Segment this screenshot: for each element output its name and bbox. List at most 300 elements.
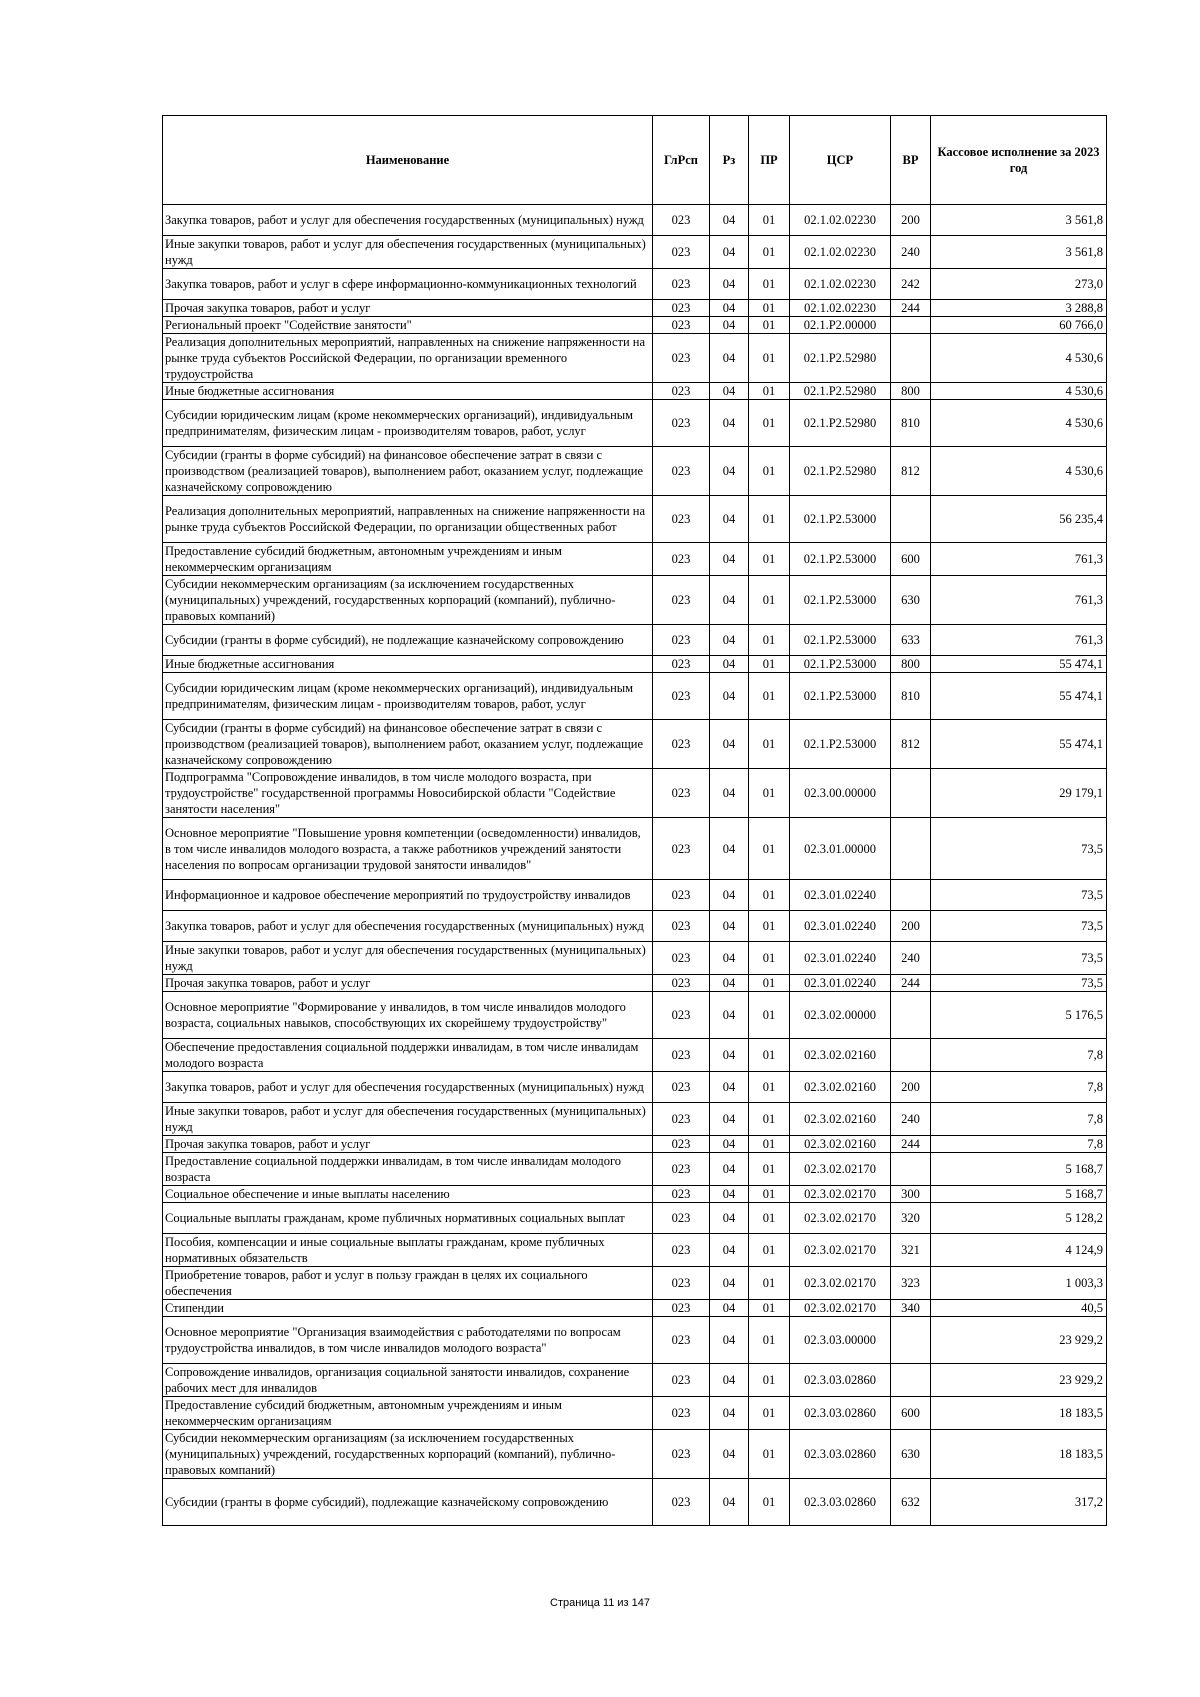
cell-sum: 60 766,0 bbox=[931, 317, 1107, 334]
cell-pr: 01 bbox=[749, 818, 790, 880]
cell-pr: 01 bbox=[749, 205, 790, 236]
cell-sum: 73,5 bbox=[931, 911, 1107, 942]
table-row bbox=[163, 1397, 1107, 1430]
cell-glrsp: 023 bbox=[653, 1364, 710, 1397]
cell-vr: 323 bbox=[891, 1267, 931, 1300]
cell-pr: 01 bbox=[749, 1072, 790, 1103]
table-body bbox=[163, 205, 1107, 1526]
cell-rz: 04 bbox=[710, 1039, 749, 1072]
cell-glrsp: 023 bbox=[653, 1136, 710, 1153]
cell-pr: 01 bbox=[749, 447, 790, 496]
table-row bbox=[163, 975, 1107, 992]
table-row bbox=[163, 880, 1107, 911]
cell-name: Субсидии (гранты в форме субсидий), не подлежащие казначейскому сопровождению bbox=[163, 625, 653, 656]
table-row bbox=[163, 576, 1107, 625]
cell-vr: 200 bbox=[891, 205, 931, 236]
cell-glrsp: 023 bbox=[653, 1300, 710, 1317]
cell-glrsp: 023 bbox=[653, 818, 710, 880]
cell-glrsp: 023 bbox=[653, 269, 710, 300]
cell-csr: 02.1.P2.53000 bbox=[790, 720, 891, 769]
table-row bbox=[163, 1136, 1107, 1153]
cell-csr: 02.3.02.02160 bbox=[790, 1072, 891, 1103]
cell-rz: 04 bbox=[710, 1234, 749, 1267]
table-row bbox=[163, 1039, 1107, 1072]
cell-glrsp: 023 bbox=[653, 1203, 710, 1234]
cell-csr: 02.1.P2.52980 bbox=[790, 447, 891, 496]
header-csr: ЦСР bbox=[790, 116, 891, 205]
cell-csr: 02.1.02.02230 bbox=[790, 269, 891, 300]
cell-name: Иные закупки товаров, работ и услуг для обеспечения государственных (муниципальных) нужд bbox=[163, 1103, 653, 1136]
cell-glrsp: 023 bbox=[653, 720, 710, 769]
cell-name: Региональный проект "Содействие занятости" bbox=[163, 317, 653, 334]
cell-sum: 761,3 bbox=[931, 625, 1107, 656]
cell-glrsp: 023 bbox=[653, 576, 710, 625]
cell-name: Предоставление субсидий бюджетным, автономным учреждениям и иным некоммерческим организациям bbox=[163, 543, 653, 576]
cell-vr: 240 bbox=[891, 942, 931, 975]
cell-glrsp: 023 bbox=[653, 942, 710, 975]
cell-csr: 02.3.03.02860 bbox=[790, 1397, 891, 1430]
cell-csr: 02.1.02.02230 bbox=[790, 236, 891, 269]
cell-name: Субсидии (гранты в форме субсидий), подлежащие казначейскому сопровождению bbox=[163, 1479, 653, 1526]
header-pr: ПР bbox=[749, 116, 790, 205]
cell-csr: 02.1.P2.00000 bbox=[790, 317, 891, 334]
cell-csr: 02.3.03.02860 bbox=[790, 1364, 891, 1397]
cell-sum: 56 235,4 bbox=[931, 496, 1107, 543]
cell-pr: 01 bbox=[749, 543, 790, 576]
cell-rz: 04 bbox=[710, 1203, 749, 1234]
cell-pr: 01 bbox=[749, 769, 790, 818]
cell-vr bbox=[891, 334, 931, 383]
cell-pr: 01 bbox=[749, 992, 790, 1039]
cell-sum: 23 929,2 bbox=[931, 1317, 1107, 1364]
cell-rz: 04 bbox=[710, 1479, 749, 1526]
cell-rz: 04 bbox=[710, 673, 749, 720]
cell-sum: 5 168,7 bbox=[931, 1186, 1107, 1203]
cell-glrsp: 023 bbox=[653, 880, 710, 911]
cell-vr: 810 bbox=[891, 400, 931, 447]
cell-glrsp: 023 bbox=[653, 992, 710, 1039]
table-row bbox=[163, 673, 1107, 720]
cell-vr bbox=[891, 880, 931, 911]
cell-pr: 01 bbox=[749, 383, 790, 400]
cell-pr: 01 bbox=[749, 496, 790, 543]
table-row bbox=[163, 1103, 1107, 1136]
cell-name: Иные закупки товаров, работ и услуг для обеспечения государственных (муниципальных) нужд bbox=[163, 236, 653, 269]
cell-csr: 02.1.P2.53000 bbox=[790, 625, 891, 656]
cell-sum: 55 474,1 bbox=[931, 673, 1107, 720]
cell-rz: 04 bbox=[710, 1072, 749, 1103]
cell-glrsp: 023 bbox=[653, 975, 710, 992]
cell-rz: 04 bbox=[710, 818, 749, 880]
cell-rz: 04 bbox=[710, 236, 749, 269]
table-row bbox=[163, 1234, 1107, 1267]
cell-rz: 04 bbox=[710, 1186, 749, 1203]
cell-vr: 300 bbox=[891, 1186, 931, 1203]
cell-csr: 02.1.P2.53000 bbox=[790, 673, 891, 720]
cell-csr: 02.1.02.02230 bbox=[790, 205, 891, 236]
cell-sum: 7,8 bbox=[931, 1136, 1107, 1153]
cell-vr: 810 bbox=[891, 673, 931, 720]
cell-glrsp: 023 bbox=[653, 1072, 710, 1103]
cell-sum: 55 474,1 bbox=[931, 656, 1107, 673]
cell-name: Иные бюджетные ассигнования bbox=[163, 656, 653, 673]
cell-csr: 02.1.P2.52980 bbox=[790, 334, 891, 383]
cell-sum: 5 128,2 bbox=[931, 1203, 1107, 1234]
cell-glrsp: 023 bbox=[653, 769, 710, 818]
cell-csr: 02.3.02.02170 bbox=[790, 1234, 891, 1267]
cell-csr: 02.3.02.02170 bbox=[790, 1203, 891, 1234]
cell-glrsp: 023 bbox=[653, 447, 710, 496]
cell-sum: 29 179,1 bbox=[931, 769, 1107, 818]
cell-name: Субсидии (гранты в форме субсидий) на финансовое обеспечение затрат в связи с производством (реализацией товаров), выполнением работ, оказанием услуг, подлежащие казначейскому сопровождению bbox=[163, 447, 653, 496]
cell-vr: 630 bbox=[891, 576, 931, 625]
cell-glrsp: 023 bbox=[653, 236, 710, 269]
cell-rz: 04 bbox=[710, 300, 749, 317]
table-row bbox=[163, 1317, 1107, 1364]
cell-glrsp: 023 bbox=[653, 1267, 710, 1300]
cell-glrsp: 023 bbox=[653, 1234, 710, 1267]
cell-rz: 04 bbox=[710, 1136, 749, 1153]
cell-csr: 02.3.02.02170 bbox=[790, 1153, 891, 1186]
header-sum: Кассовое исполнение за 2023 год bbox=[931, 116, 1107, 205]
cell-rz: 04 bbox=[710, 720, 749, 769]
table-row bbox=[163, 334, 1107, 383]
cell-name: Основное мероприятие "Организация взаимодействия с работодателями по вопросам трудоустройства инвалидов, в том числе инвалидов молодого возраста" bbox=[163, 1317, 653, 1364]
cell-csr: 02.3.02.02160 bbox=[790, 1039, 891, 1072]
cell-pr: 01 bbox=[749, 1039, 790, 1072]
cell-vr: 244 bbox=[891, 975, 931, 992]
cell-rz: 04 bbox=[710, 992, 749, 1039]
cell-rz: 04 bbox=[710, 334, 749, 383]
cell-vr: 244 bbox=[891, 1136, 931, 1153]
table-row bbox=[163, 400, 1107, 447]
cell-vr: 240 bbox=[891, 236, 931, 269]
cell-glrsp: 023 bbox=[653, 205, 710, 236]
cell-sum: 7,8 bbox=[931, 1072, 1107, 1103]
table-row bbox=[163, 447, 1107, 496]
cell-name: Прочая закупка товаров, работ и услуг bbox=[163, 1136, 653, 1153]
cell-vr: 340 bbox=[891, 1300, 931, 1317]
cell-sum: 73,5 bbox=[931, 942, 1107, 975]
cell-vr bbox=[891, 1039, 931, 1072]
cell-sum: 7,8 bbox=[931, 1103, 1107, 1136]
cell-rz: 04 bbox=[710, 1430, 749, 1479]
cell-sum: 761,3 bbox=[931, 543, 1107, 576]
table-row bbox=[163, 720, 1107, 769]
cell-rz: 04 bbox=[710, 911, 749, 942]
cell-name: Приобретение товаров, работ и услуг в пользу граждан в целях их социального обеспечения bbox=[163, 1267, 653, 1300]
table-row bbox=[163, 317, 1107, 334]
cell-sum: 18 183,5 bbox=[931, 1397, 1107, 1430]
cell-rz: 04 bbox=[710, 383, 749, 400]
cell-pr: 01 bbox=[749, 334, 790, 383]
cell-rz: 04 bbox=[710, 543, 749, 576]
cell-glrsp: 023 bbox=[653, 300, 710, 317]
budget-table-container bbox=[162, 115, 1106, 1526]
cell-sum: 3 561,8 bbox=[931, 205, 1107, 236]
cell-pr: 01 bbox=[749, 300, 790, 317]
budget-execution-table bbox=[162, 115, 1107, 1526]
cell-vr bbox=[891, 1153, 931, 1186]
cell-pr: 01 bbox=[749, 1267, 790, 1300]
cell-csr: 02.1.P2.53000 bbox=[790, 656, 891, 673]
cell-sum: 5 176,5 bbox=[931, 992, 1107, 1039]
cell-vr: 244 bbox=[891, 300, 931, 317]
cell-csr: 02.3.02.02170 bbox=[790, 1300, 891, 1317]
cell-vr: 600 bbox=[891, 543, 931, 576]
table-row bbox=[163, 942, 1107, 975]
cell-csr: 02.3.01.02240 bbox=[790, 975, 891, 992]
cell-csr: 02.1.02.02230 bbox=[790, 300, 891, 317]
cell-pr: 01 bbox=[749, 576, 790, 625]
cell-csr: 02.3.01.02240 bbox=[790, 880, 891, 911]
cell-rz: 04 bbox=[710, 1267, 749, 1300]
cell-pr: 01 bbox=[749, 880, 790, 911]
table-row bbox=[163, 769, 1107, 818]
table-row bbox=[163, 1479, 1107, 1526]
cell-pr: 01 bbox=[749, 1153, 790, 1186]
cell-name: Подпрограмма "Сопровождение инвалидов, в том числе молодого возраста, при трудоустройстве" государственной программы Новосибирской области "Содействие занятости населения" bbox=[163, 769, 653, 818]
cell-csr: 02.3.02.02170 bbox=[790, 1186, 891, 1203]
cell-pr: 01 bbox=[749, 720, 790, 769]
cell-glrsp: 023 bbox=[653, 1479, 710, 1526]
cell-name: Закупка товаров, работ и услуг для обеспечения государственных (муниципальных) нужд bbox=[163, 1072, 653, 1103]
cell-glrsp: 023 bbox=[653, 383, 710, 400]
cell-vr: 800 bbox=[891, 383, 931, 400]
cell-name: Субсидии юридическим лицам (кроме некоммерческих организаций), индивидуальным предпринимателям, физическим лицам - производителям товаров, работ, услуг bbox=[163, 400, 653, 447]
cell-name: Сопровождение инвалидов, организация социальной занятости инвалидов, сохранение рабочих мест для инвалидов bbox=[163, 1364, 653, 1397]
cell-sum: 5 168,7 bbox=[931, 1153, 1107, 1186]
cell-pr: 01 bbox=[749, 1364, 790, 1397]
cell-rz: 04 bbox=[710, 1364, 749, 1397]
cell-pr: 01 bbox=[749, 400, 790, 447]
cell-vr: 321 bbox=[891, 1234, 931, 1267]
cell-glrsp: 023 bbox=[653, 911, 710, 942]
cell-csr: 02.3.01.02240 bbox=[790, 911, 891, 942]
cell-rz: 04 bbox=[710, 205, 749, 236]
cell-name: Пособия, компенсации и иные социальные выплаты гражданам, кроме публичных нормативных обязательств bbox=[163, 1234, 653, 1267]
table-row bbox=[163, 625, 1107, 656]
cell-pr: 01 bbox=[749, 1103, 790, 1136]
cell-rz: 04 bbox=[710, 625, 749, 656]
cell-pr: 01 bbox=[749, 1203, 790, 1234]
cell-name: Основное мероприятие "Формирование у инвалидов, в том числе инвалидов молодого возраста, социальных навыков, способствующих их скорейшему трудоустройству" bbox=[163, 992, 653, 1039]
header-name: Наименование bbox=[163, 116, 653, 205]
cell-name: Иные бюджетные ассигнования bbox=[163, 383, 653, 400]
table-row bbox=[163, 1364, 1107, 1397]
cell-name: Предоставление социальной поддержки инвалидам, в том числе инвалидам молодого возраста bbox=[163, 1153, 653, 1186]
cell-vr bbox=[891, 992, 931, 1039]
cell-pr: 01 bbox=[749, 1300, 790, 1317]
table-row bbox=[163, 300, 1107, 317]
cell-sum: 4 530,6 bbox=[931, 383, 1107, 400]
cell-glrsp: 023 bbox=[653, 1153, 710, 1186]
cell-name: Прочая закупка товаров, работ и услуг bbox=[163, 300, 653, 317]
cell-sum: 55 474,1 bbox=[931, 720, 1107, 769]
cell-vr bbox=[891, 769, 931, 818]
cell-csr: 02.3.02.02160 bbox=[790, 1103, 891, 1136]
cell-sum: 23 929,2 bbox=[931, 1364, 1107, 1397]
cell-name: Субсидии (гранты в форме субсидий) на финансовое обеспечение затрат в связи с производством (реализацией товаров), выполнением работ, оказанием услуг, подлежащие казначейскому сопровождению bbox=[163, 720, 653, 769]
cell-name: Субсидии некоммерческим организациям (за исключением государственных (муниципальных) учреждений, государственных корпораций (компаний), публично-правовых компаний) bbox=[163, 576, 653, 625]
table-row bbox=[163, 383, 1107, 400]
cell-vr: 800 bbox=[891, 656, 931, 673]
cell-sum: 273,0 bbox=[931, 269, 1107, 300]
cell-rz: 04 bbox=[710, 975, 749, 992]
cell-rz: 04 bbox=[710, 576, 749, 625]
cell-name: Закупка товаров, работ и услуг для обеспечения государственных (муниципальных) нужд bbox=[163, 911, 653, 942]
cell-rz: 04 bbox=[710, 1317, 749, 1364]
cell-pr: 01 bbox=[749, 911, 790, 942]
cell-glrsp: 023 bbox=[653, 543, 710, 576]
page-number: Страница 11 из 147 bbox=[550, 1597, 650, 1609]
cell-pr: 01 bbox=[749, 656, 790, 673]
cell-vr: 200 bbox=[891, 911, 931, 942]
cell-vr bbox=[891, 317, 931, 334]
cell-sum: 7,8 bbox=[931, 1039, 1107, 1072]
cell-sum: 3 288,8 bbox=[931, 300, 1107, 317]
cell-csr: 02.3.00.00000 bbox=[790, 769, 891, 818]
cell-pr: 01 bbox=[749, 269, 790, 300]
cell-csr: 02.1.P2.52980 bbox=[790, 383, 891, 400]
cell-name: Субсидии юридическим лицам (кроме некоммерческих организаций), индивидуальным предпринимателям, физическим лицам - производителям товаров, работ, услуг bbox=[163, 673, 653, 720]
cell-sum: 4 124,9 bbox=[931, 1234, 1107, 1267]
table-row bbox=[163, 911, 1107, 942]
cell-csr: 02.3.01.02240 bbox=[790, 942, 891, 975]
cell-rz: 04 bbox=[710, 1103, 749, 1136]
header-glrsp: ГлРсп bbox=[653, 116, 710, 205]
cell-sum: 73,5 bbox=[931, 975, 1107, 992]
cell-vr: 600 bbox=[891, 1397, 931, 1430]
table-row bbox=[163, 818, 1107, 880]
cell-glrsp: 023 bbox=[653, 1039, 710, 1072]
cell-sum: 4 530,6 bbox=[931, 400, 1107, 447]
cell-vr: 240 bbox=[891, 1103, 931, 1136]
cell-rz: 04 bbox=[710, 317, 749, 334]
cell-name: Прочая закупка товаров, работ и услуг bbox=[163, 975, 653, 992]
cell-csr: 02.3.03.00000 bbox=[790, 1317, 891, 1364]
cell-name: Закупка товаров, работ и услуг для обеспечения государственных (муниципальных) нужд bbox=[163, 205, 653, 236]
cell-glrsp: 023 bbox=[653, 673, 710, 720]
table-row bbox=[163, 205, 1107, 236]
cell-name: Иные закупки товаров, работ и услуг для обеспечения государственных (муниципальных) нужд bbox=[163, 942, 653, 975]
cell-sum: 40,5 bbox=[931, 1300, 1107, 1317]
cell-vr bbox=[891, 496, 931, 543]
cell-rz: 04 bbox=[710, 269, 749, 300]
cell-vr: 242 bbox=[891, 269, 931, 300]
cell-pr: 01 bbox=[749, 625, 790, 656]
cell-pr: 01 bbox=[749, 1479, 790, 1526]
cell-sum: 3 561,8 bbox=[931, 236, 1107, 269]
cell-rz: 04 bbox=[710, 447, 749, 496]
cell-name: Субсидии некоммерческим организациям (за исключением государственных (муниципальных) учреждений, государственных корпораций (компаний), публично-правовых компаний) bbox=[163, 1430, 653, 1479]
cell-glrsp: 023 bbox=[653, 625, 710, 656]
cell-csr: 02.3.02.02160 bbox=[790, 1136, 891, 1153]
cell-pr: 01 bbox=[749, 1430, 790, 1479]
cell-pr: 01 bbox=[749, 1234, 790, 1267]
cell-csr: 02.3.02.00000 bbox=[790, 992, 891, 1039]
cell-name: Предоставление субсидий бюджетным, автономным учреждениям и иным некоммерческим организациям bbox=[163, 1397, 653, 1430]
cell-name: Стипендии bbox=[163, 1300, 653, 1317]
cell-rz: 04 bbox=[710, 1300, 749, 1317]
cell-pr: 01 bbox=[749, 975, 790, 992]
table-row bbox=[163, 1072, 1107, 1103]
cell-name: Закупка товаров, работ и услуг в сфере информационно-коммуникационных технологий bbox=[163, 269, 653, 300]
cell-pr: 01 bbox=[749, 236, 790, 269]
cell-pr: 01 bbox=[749, 1136, 790, 1153]
cell-rz: 04 bbox=[710, 1397, 749, 1430]
cell-sum: 761,3 bbox=[931, 576, 1107, 625]
cell-sum: 73,5 bbox=[931, 818, 1107, 880]
table-row bbox=[163, 1430, 1107, 1479]
cell-rz: 04 bbox=[710, 1153, 749, 1186]
cell-name: Обеспечение предоставления социальной поддержки инвалидам, в том числе инвалидам молодого возраста bbox=[163, 1039, 653, 1072]
cell-csr: 02.1.P2.53000 bbox=[790, 576, 891, 625]
cell-name: Информационное и кадровое обеспечение мероприятий по трудоустройству инвалидов bbox=[163, 880, 653, 911]
cell-vr: 632 bbox=[891, 1479, 931, 1526]
cell-glrsp: 023 bbox=[653, 1103, 710, 1136]
cell-vr: 320 bbox=[891, 1203, 931, 1234]
cell-glrsp: 023 bbox=[653, 317, 710, 334]
cell-vr: 812 bbox=[891, 447, 931, 496]
cell-sum: 4 530,6 bbox=[931, 334, 1107, 383]
cell-pr: 01 bbox=[749, 1186, 790, 1203]
cell-pr: 01 bbox=[749, 942, 790, 975]
cell-csr: 02.3.03.02860 bbox=[790, 1479, 891, 1526]
cell-rz: 04 bbox=[710, 769, 749, 818]
cell-glrsp: 023 bbox=[653, 1186, 710, 1203]
cell-rz: 04 bbox=[710, 942, 749, 975]
cell-vr bbox=[891, 818, 931, 880]
cell-vr: 633 bbox=[891, 625, 931, 656]
cell-glrsp: 023 bbox=[653, 400, 710, 447]
cell-csr: 02.3.02.02170 bbox=[790, 1267, 891, 1300]
table-row bbox=[163, 1153, 1107, 1186]
cell-name: Социальные выплаты гражданам, кроме публичных нормативных социальных выплат bbox=[163, 1203, 653, 1234]
cell-name: Основное мероприятие "Повышение уровня компетенции (осведомленности) инвалидов, в том числе инвалидов молодого возраста, а также работников учреждений занятости населения по вопросам организации трудовой занятости инвалидов" bbox=[163, 818, 653, 880]
cell-csr: 02.3.03.02860 bbox=[790, 1430, 891, 1479]
header-vr: ВР bbox=[891, 116, 931, 205]
cell-pr: 01 bbox=[749, 1317, 790, 1364]
table-header-row bbox=[163, 116, 1107, 205]
cell-vr bbox=[891, 1364, 931, 1397]
cell-glrsp: 023 bbox=[653, 656, 710, 673]
cell-rz: 04 bbox=[710, 400, 749, 447]
cell-vr: 200 bbox=[891, 1072, 931, 1103]
cell-sum: 317,2 bbox=[931, 1479, 1107, 1526]
cell-csr: 02.1.P2.53000 bbox=[790, 496, 891, 543]
cell-vr: 812 bbox=[891, 720, 931, 769]
cell-glrsp: 023 bbox=[653, 1430, 710, 1479]
table-row bbox=[163, 656, 1107, 673]
table-row bbox=[163, 269, 1107, 300]
cell-name: Социальное обеспечение и иные выплаты населению bbox=[163, 1186, 653, 1203]
cell-sum: 4 530,6 bbox=[931, 447, 1107, 496]
cell-csr: 02.1.P2.52980 bbox=[790, 400, 891, 447]
cell-glrsp: 023 bbox=[653, 496, 710, 543]
table-row bbox=[163, 992, 1107, 1039]
cell-rz: 04 bbox=[710, 880, 749, 911]
cell-rz: 04 bbox=[710, 656, 749, 673]
cell-pr: 01 bbox=[749, 1397, 790, 1430]
table-row bbox=[163, 1300, 1107, 1317]
cell-vr: 630 bbox=[891, 1430, 931, 1479]
cell-pr: 01 bbox=[749, 673, 790, 720]
cell-glrsp: 023 bbox=[653, 334, 710, 383]
cell-name: Реализация дополнительных мероприятий, направленных на снижение напряженности на рынке труда субъектов Российской Федерации, по организации общественных работ bbox=[163, 496, 653, 543]
table-row bbox=[163, 236, 1107, 269]
cell-vr bbox=[891, 1317, 931, 1364]
